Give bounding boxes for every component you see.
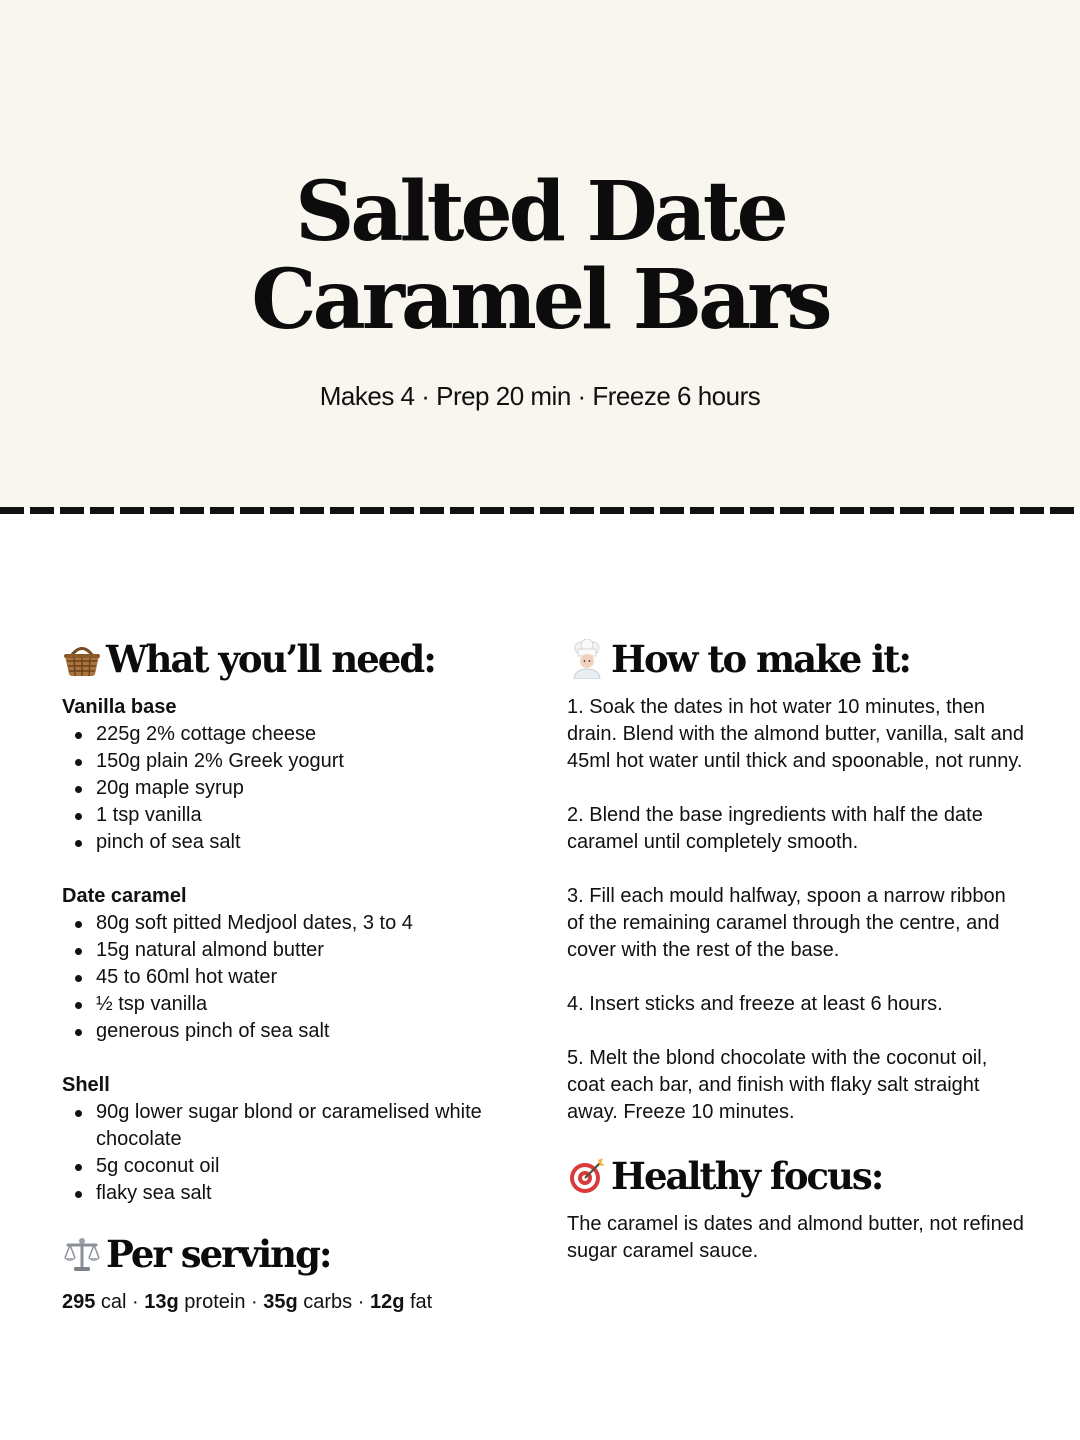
list-item: 150g plain 2% Greek yogurt xyxy=(62,748,522,775)
group-title: Vanilla base xyxy=(62,696,177,718)
list-item: ½ tsp vanilla xyxy=(62,991,522,1018)
ingredients-heading-text: What you’ll need: xyxy=(106,637,435,681)
method-steps xyxy=(567,694,1027,1126)
fat-value: 12g xyxy=(369,1291,405,1313)
carbs-value: 35g xyxy=(263,1291,298,1313)
group-title: Date caramel xyxy=(62,885,187,907)
protein-value: 13g xyxy=(144,1291,179,1313)
balance-scale-icon xyxy=(62,1234,102,1274)
chef-icon xyxy=(567,639,607,679)
carbs-unit: carbs · xyxy=(297,1291,370,1313)
serving-heading xyxy=(62,1231,522,1277)
dashed-divider xyxy=(0,507,1080,514)
title-line-1: Salted Date xyxy=(295,164,785,260)
method-column xyxy=(567,636,1027,1265)
ingredient-list xyxy=(62,910,522,1045)
method-step: 1. Soak the dates in hot water 10 minutes, then drain. Blend with the almond butter, vanilla, salt and 45ml hot water until thick and spoonable, not runny. xyxy=(567,696,1024,772)
method-heading xyxy=(567,636,1027,682)
list-item: flaky sea salt xyxy=(62,1180,522,1207)
method-step: 5. Melt the blond chocolate with the coconut oil, coat each bar, and finish with flaky salt straight away. Freeze 10 minutes. xyxy=(567,1047,988,1123)
basket-icon xyxy=(62,639,102,679)
list-item: 45 to 60ml hot water xyxy=(62,964,522,991)
list-item: generous pinch of sea salt xyxy=(62,1018,522,1045)
protein-unit: protein · xyxy=(178,1291,264,1313)
ingredient-list xyxy=(62,721,522,856)
list-item: pinch of sea salt xyxy=(62,829,522,856)
list-item: 5g coconut oil xyxy=(62,1153,522,1180)
method-step: 3. Fill each mould halfway, spoon a narrow ribbon of the remaining caramel through the centre, and cover with the rest of the base. xyxy=(567,885,1006,961)
ingredients-column xyxy=(62,636,522,1316)
recipe-title xyxy=(0,164,1080,348)
list-item: 225g 2% cottage cheese xyxy=(62,721,522,748)
ingredient-group-shell xyxy=(62,1072,522,1207)
list-item: 80g soft pitted Medjool dates, 3 to 4 xyxy=(62,910,522,937)
list-item: 90g lower sugar blond or caramelised white chocolate xyxy=(62,1099,522,1153)
nutrition-line xyxy=(62,1289,522,1316)
focus-text: The caramel is dates and almond butter, not refined sugar caramel sauce. xyxy=(567,1213,1024,1262)
ingredients-heading xyxy=(62,636,522,682)
ingredient-group-date-caramel xyxy=(62,883,522,1045)
calories-value: 295 xyxy=(62,1291,96,1313)
focus-heading-text: Healthy focus: xyxy=(611,1154,883,1198)
method-step: 4. Insert sticks and freeze at least 6 hours. xyxy=(567,993,943,1015)
group-title: Shell xyxy=(62,1074,110,1096)
calories-unit: cal · xyxy=(95,1291,145,1313)
list-item: 15g natural almond butter xyxy=(62,937,522,964)
focus-heading xyxy=(567,1153,1027,1199)
serving-heading-text: Per serving: xyxy=(106,1232,331,1276)
fat-unit: fat xyxy=(404,1291,433,1313)
ingredient-list xyxy=(62,1099,522,1207)
bullseye-icon xyxy=(567,1156,607,1196)
ingredient-group-vanilla-base xyxy=(62,694,522,856)
method-step: 2. Blend the base ingredients with half the date caramel until completely smooth. xyxy=(567,804,983,853)
list-item: 1 tsp vanilla xyxy=(62,802,522,829)
method-heading-text: How to make it: xyxy=(611,637,911,681)
title-line-2: Caramel Bars xyxy=(251,252,829,348)
recipe-subtitle: Makes 4 · Prep 20 min · Freeze 6 hours xyxy=(319,381,761,411)
list-item: 20g maple syrup xyxy=(62,775,522,802)
recipe-header xyxy=(0,0,1080,508)
